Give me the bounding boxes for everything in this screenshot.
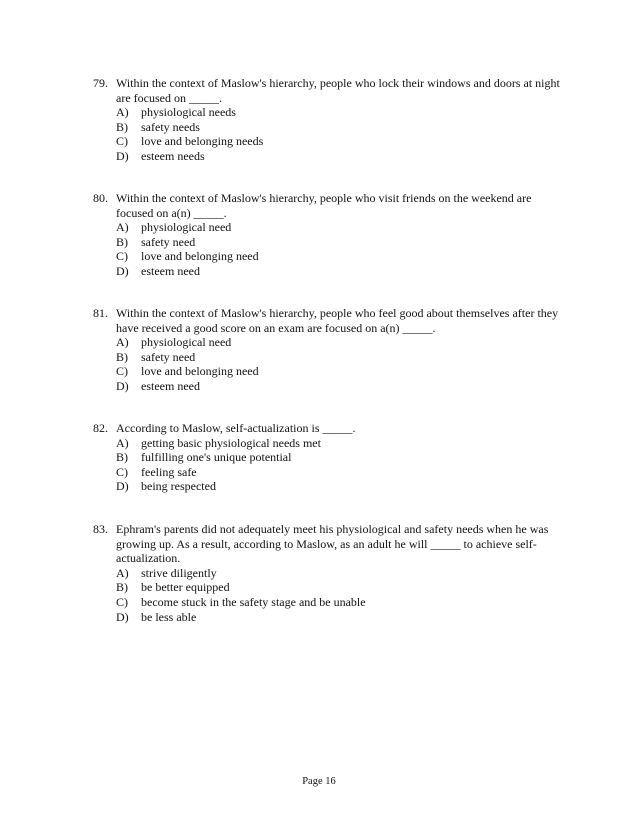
question-number: 82.	[93, 421, 108, 435]
option-text: be less able	[141, 609, 197, 624]
question-text: According to Maslow, self-actualization is _____.	[116, 421, 356, 435]
answer-option-b	[116, 235, 563, 250]
answer-option-b	[116, 120, 563, 135]
option-text: esteem needs	[141, 148, 205, 163]
option-letter: A)	[116, 335, 129, 350]
option-text: getting basic physiological needs met	[141, 435, 321, 450]
question-stem	[93, 191, 563, 220]
answer-option-d	[116, 479, 563, 494]
answer-option-c	[116, 134, 563, 149]
answer-option-d	[116, 149, 563, 164]
answer-options	[116, 436, 563, 494]
option-text: be better equipped	[141, 580, 230, 595]
option-text: safety need	[141, 349, 196, 364]
option-text: safety needs	[141, 119, 200, 134]
answer-options	[116, 566, 563, 624]
option-letter: A)	[116, 105, 129, 120]
answer-option-b	[116, 580, 563, 595]
option-text: physiological needs	[141, 105, 236, 120]
answer-option-a	[116, 335, 563, 350]
answer-options	[116, 335, 563, 393]
option-letter: D)	[116, 263, 129, 278]
question-number: 80.	[93, 191, 108, 205]
question-82	[93, 421, 563, 494]
answer-option-c	[116, 249, 563, 264]
question-text: Within the context of Maslow's hierarchy, people who feel good about themselves after they have received a good score on an exam are focused on a(n) _____.	[116, 306, 559, 335]
option-letter: D)	[116, 479, 129, 494]
question-number: 83.	[93, 522, 108, 536]
question-text: Within the context of Maslow's hierarchy, people who visit friends on the weekend are focused on a(n) _____.	[116, 191, 532, 220]
option-letter: B)	[116, 234, 128, 249]
answer-options	[116, 220, 563, 278]
answer-option-c	[116, 465, 563, 480]
option-letter: A)	[116, 220, 129, 235]
answer-option-a	[116, 105, 563, 120]
answer-option-d	[116, 379, 563, 394]
answer-option-d	[116, 610, 563, 625]
option-text: physiological need	[141, 335, 232, 350]
option-letter: D)	[116, 148, 129, 163]
answer-option-a	[116, 436, 563, 451]
option-text: esteem need	[141, 378, 200, 393]
option-letter: A)	[116, 435, 129, 450]
option-letter: C)	[116, 249, 128, 264]
option-text: love and belonging needs	[141, 134, 264, 149]
question-stem	[93, 306, 563, 335]
option-text: strive diligently	[141, 565, 217, 580]
option-text: being respected	[141, 479, 216, 494]
option-letter: A)	[116, 565, 129, 580]
option-letter: B)	[116, 119, 128, 134]
question-text: Within the context of Maslow's hierarchy, people who lock their windows and doors at night are focused on _____.	[116, 76, 560, 105]
question-81	[93, 306, 563, 394]
answer-options	[116, 105, 563, 163]
answer-option-c	[116, 595, 563, 610]
option-text: feeling safe	[141, 464, 197, 479]
page-number: Page 16	[302, 776, 336, 787]
option-letter: C)	[116, 594, 128, 609]
option-letter: B)	[116, 450, 128, 465]
answer-option-b	[116, 450, 563, 465]
question-stem	[93, 522, 563, 566]
answer-option-a	[116, 220, 563, 235]
option-text: love and belonging need	[141, 364, 259, 379]
question-text: Ephram's parents did not adequately meet his physiological and safety needs when he was growing up. As a result, according to Maslow, as an adult he will _____ to achieve self-actualization.	[116, 522, 549, 566]
question-stem	[93, 421, 563, 436]
option-text: love and belonging need	[141, 249, 259, 264]
option-text: fulfilling one's unique potential	[141, 450, 292, 465]
question-number: 79.	[93, 76, 108, 90]
answer-option-d	[116, 264, 563, 279]
answer-option-b	[116, 350, 563, 365]
option-text: physiological need	[141, 220, 232, 235]
option-letter: C)	[116, 464, 128, 479]
answer-option-a	[116, 566, 563, 581]
question-number: 81.	[93, 306, 108, 320]
option-letter: D)	[116, 378, 129, 393]
question-80	[93, 191, 563, 279]
option-letter: D)	[116, 609, 129, 624]
question-83	[93, 522, 563, 624]
option-text: esteem need	[141, 263, 200, 278]
option-letter: C)	[116, 134, 128, 149]
option-letter: C)	[116, 364, 128, 379]
answer-option-c	[116, 364, 563, 379]
option-text: become stuck in the safety stage and be unable	[141, 594, 366, 609]
question-79	[93, 76, 563, 164]
option-letter: B)	[116, 580, 128, 595]
option-letter: B)	[116, 349, 128, 364]
question-stem	[93, 76, 563, 105]
option-text: safety need	[141, 234, 196, 249]
